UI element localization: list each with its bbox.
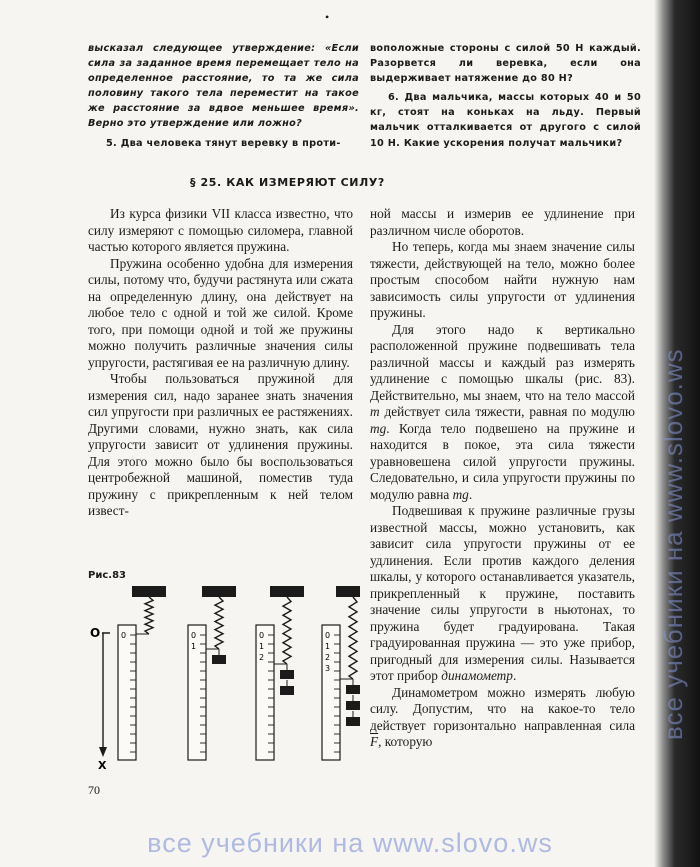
spring-holder xyxy=(132,586,166,597)
paragraph-intro: Из курса физики VII класса известно, что силу измеряют с помощью силомера, главной частью которого является пружина. xyxy=(88,206,353,254)
bottom-watermark: все учебники на www.slovo.ws xyxy=(147,828,553,858)
task-4-continuation: высказал следующее утверждение: «Если сила за заданное время перемещает тело на определенное расстояние, то та же сила половину такого тела переместит на такое же расстояние за вдвое меньшее время». Верно это утверждение или ложно? xyxy=(88,43,359,130)
figure-83 xyxy=(90,583,360,773)
spring xyxy=(283,597,291,664)
task-5-start: 5. Два человека тянут веревку в проти- xyxy=(106,137,341,149)
task-6: 6. Два мальчика, массы которых 40 и 50 кг, стоят на коньках на льду. Первый мальчик отталкивается от другого с силой 10 Н. Какие ускорения получат мальчики? xyxy=(370,92,641,149)
weight xyxy=(346,717,360,726)
spring-holder xyxy=(202,586,236,597)
scale-tick-label: 1 xyxy=(259,642,265,651)
weight xyxy=(346,685,360,694)
spring xyxy=(349,597,357,679)
paragraph-spring: Пружина особенно удобна для измерения силы, потому что, будучи растянута или сжата на определенную длину, она действует на любое тело с одной и той же силой. Кроме того, при помощи одной и той же пружины можно получить различные значения силы упругости, растягивая ее на различную длину. xyxy=(88,255,353,370)
tasks-right-column xyxy=(370,41,641,151)
scale-tick-label: 0 xyxy=(121,631,127,640)
scale-tick-label: 2 xyxy=(325,653,331,662)
spring xyxy=(145,597,153,634)
tasks-left-column xyxy=(88,41,359,151)
scale xyxy=(118,625,136,760)
scale-tick-label: 0 xyxy=(191,631,197,640)
paragraph-dynamometer-use: Динамометром можно измерять любую силу. Допустим, что на какое-то тело действует горизонтально направленная сила $\overline{F}$, которую xyxy=(370,684,635,749)
figure-label: Рис.83 xyxy=(88,570,126,581)
top-mark: • xyxy=(325,10,330,24)
scale-tick-label: 2 xyxy=(259,653,265,662)
symbol-mg: mg xyxy=(452,486,469,502)
weight xyxy=(280,686,294,695)
symbol-mg: mg xyxy=(370,420,387,436)
weight xyxy=(346,701,360,710)
weight xyxy=(212,655,226,664)
paragraph-method: Для этого надо к вертикально расположенной пружине подвешивать тела различной массы и каждый раз измерять удлинение с помощью шкалы (рис. 83). Действительно, мы знаем, что на тело массой m действует сила тяжести, равная по модулю mg. Когда тело подвешено на пружине и находится в покое, эта сила тяжести уравновешена силой упругости пружины. Следовательно, и сила упругости пружины по модулю равна mg. xyxy=(370,321,635,502)
scale-tick-label: 1 xyxy=(325,642,331,651)
symbol-m: m xyxy=(370,404,380,419)
spring-holder xyxy=(270,586,304,597)
spring xyxy=(215,597,223,649)
origin-label: O xyxy=(90,626,101,640)
springs-diagram xyxy=(90,583,360,773)
weight xyxy=(280,670,294,679)
term-dynamometer: динамометр xyxy=(441,668,513,683)
x-axis-arrow xyxy=(99,747,107,757)
paragraph-how-to-use: Чтобы пользоваться пружиной для измерения сил, надо заранее знать значения сил упругости при различных ее растяжениях. Другими словами, нужно знать, как сила упругости зависит от удлинения пружины. Для этого можно было бы воспользоваться центробежной машиной, поместив туда пружину с прикрепленным к ней телом извест- xyxy=(88,371,353,518)
scale-tick-label: 3 xyxy=(325,664,331,673)
left-body-column xyxy=(88,206,353,520)
page-number: 70 xyxy=(88,783,100,797)
axis-label: X xyxy=(98,759,107,772)
side-watermark: все учебники на www.slovo.ws xyxy=(658,348,688,740)
paragraph-continuation: ной массы и измерив ее удлинение при различном числе оборотов. xyxy=(370,206,635,238)
paragraph-calibration: Подвешивая к пружине различные грузы известной массы, можно установить, как зависит сила упругости пружины от ее удлинения. Если против каждого деления шкалы, у которого останавливается указатель, прикрепленный к пружине, поставить значение силы упругости в ньютонах, то пружина будет градуирована. Такая градуированная пружина — это уже прибор, пригодный для измерения силы. Называется этот прибор динамометр. xyxy=(370,503,635,683)
right-body-column xyxy=(370,206,635,751)
scale-tick-label: 0 xyxy=(259,631,265,640)
paragraph-gravity: Но теперь, когда мы знаем значение силы тяжести, действующей на тело, можно более простым способом найти нужную нам зависимость силы упругости от удлинения пружины. xyxy=(370,239,635,320)
scale-tick-label: 1 xyxy=(191,642,197,651)
scale-tick-label: 0 xyxy=(325,631,331,640)
symbol-F: $\overline{F}$ xyxy=(370,734,379,749)
task-5-end: воположные стороны с силой 50 Н каждый. Разорвется ли веревка, если она выдерживает натяжение до 80 Н? xyxy=(370,43,641,85)
section-title: § 25. КАК ИЗМЕРЯЮТ СИЛУ? xyxy=(190,176,385,189)
spring-holder xyxy=(336,586,360,597)
